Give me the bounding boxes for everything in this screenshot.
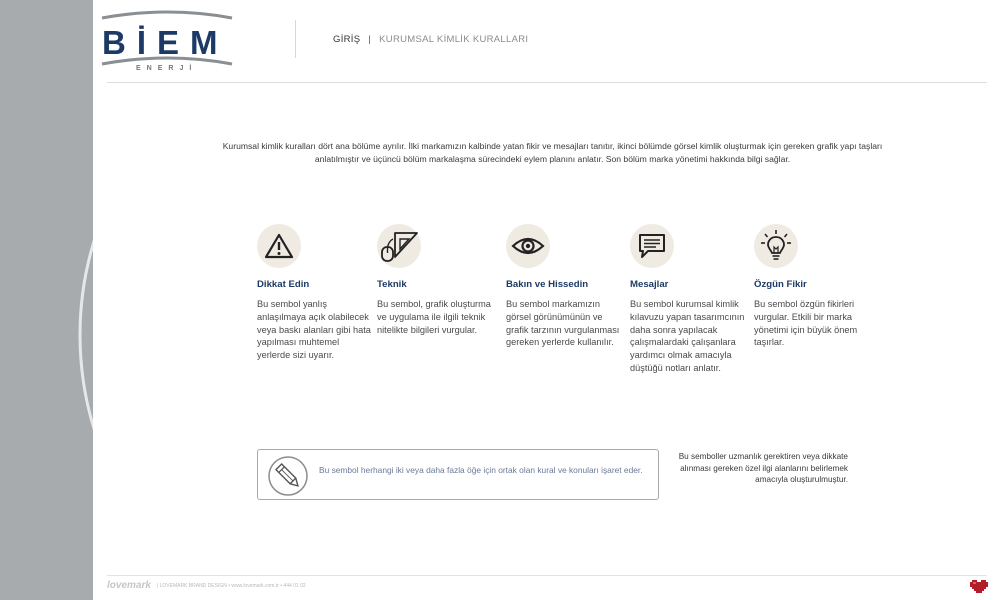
breadcrumb-current-page: KURUMSAL KİMLİK KURALLARI	[379, 34, 529, 45]
feature-look-and-feel	[506, 224, 621, 349]
brand-logo	[98, 8, 238, 78]
common-rule-note	[257, 449, 659, 500]
feature-original-idea	[754, 224, 869, 349]
note-text: Bu sembol herhangi iki veya daha fazla öğe için ortak olan kural ve konuları işaret eder.	[319, 465, 643, 475]
heart-icon	[970, 578, 988, 599]
lightbulb-icon	[754, 224, 798, 268]
feature-description: Bu sembol özgün fikirleri vurgular. Etkili bir marka yönetimi için büyük önem taşırlar.	[754, 299, 858, 348]
header-rule	[107, 82, 987, 83]
technical-tools-icon	[377, 224, 421, 268]
feature-description: Bu sembol markamızın görsel görünümünün ve grafik tarzının vurgulanması gereken yerlerde kullanılır.	[506, 299, 620, 348]
intro-paragraph: Kurumsal kimlik kuralları dört ana bölüme ayrılır. İlki markamızın kalbinde yatan fikir ve mesajları tanıtır, ikinci bölümde görsel kimlik oluşturmak için gereken grafik yapı taşları anlatılmıştır ve üçüncü bölüm markalaşma sürecindeki eylem planını anlatır. Son bölüm marka yönetimi hakkında bilgi sağlar.	[222, 141, 883, 164]
feature-title: Bakın ve Hissedin	[506, 279, 589, 290]
feature-title: Özgün Fikir	[754, 279, 807, 290]
breadcrumb-home-link[interactable]: GİRİŞ	[333, 34, 361, 45]
symbol-list	[257, 224, 897, 424]
warning-icon	[257, 224, 301, 268]
decorative-arc	[0, 0, 93, 600]
symbols-explanation: Bu semboller uzmanlık gerektiren veya dikkate alınması gereken özel ilgi alanlarını belirlemek amacıyla oluşturulmuştur.	[678, 452, 848, 484]
message-icon	[630, 224, 674, 268]
feature-messages	[630, 224, 745, 375]
logo-letters: BİEM	[102, 24, 229, 61]
footer-rule	[107, 575, 987, 576]
footer	[107, 580, 306, 591]
feature-warning	[257, 224, 372, 362]
feature-technical	[377, 224, 492, 336]
eye-icon	[506, 224, 550, 268]
feature-title: Mesajlar	[630, 279, 669, 290]
pencil-icon	[267, 455, 309, 502]
footer-brand: lovemark	[107, 580, 151, 591]
feature-description: Bu sembol yanlış anlaşılmaya açık olabilecek veya baskı alanları gibi hata yapılması muhtemel yerlerde sizi uyarır.	[257, 299, 371, 361]
feature-title: Dikkat Edin	[257, 279, 310, 290]
logo-subtitle: ENERJİ	[136, 65, 198, 72]
header-divider	[295, 20, 296, 58]
sidebar-panel	[0, 0, 93, 600]
breadcrumb	[333, 34, 528, 45]
feature-description: Bu sembol kurumsal kimlik kılavuzu yapan tasarımcının daha sonra yapılacak çalışmalardaki çalışanlara yardımcı olmak amacıyla düştüğü notları anlatır.	[630, 299, 745, 373]
feature-description: Bu sembol, grafik oluşturma ve uygulama ile ilgili teknik nitelikte bilgileri vurgular.	[377, 299, 491, 335]
footer-text: | LOVEMARK BRAND DESIGN • www.lovemark.com.tr • 444 01 02	[156, 582, 306, 589]
breadcrumb-separator: |	[368, 34, 372, 45]
feature-title: Teknik	[377, 279, 407, 290]
